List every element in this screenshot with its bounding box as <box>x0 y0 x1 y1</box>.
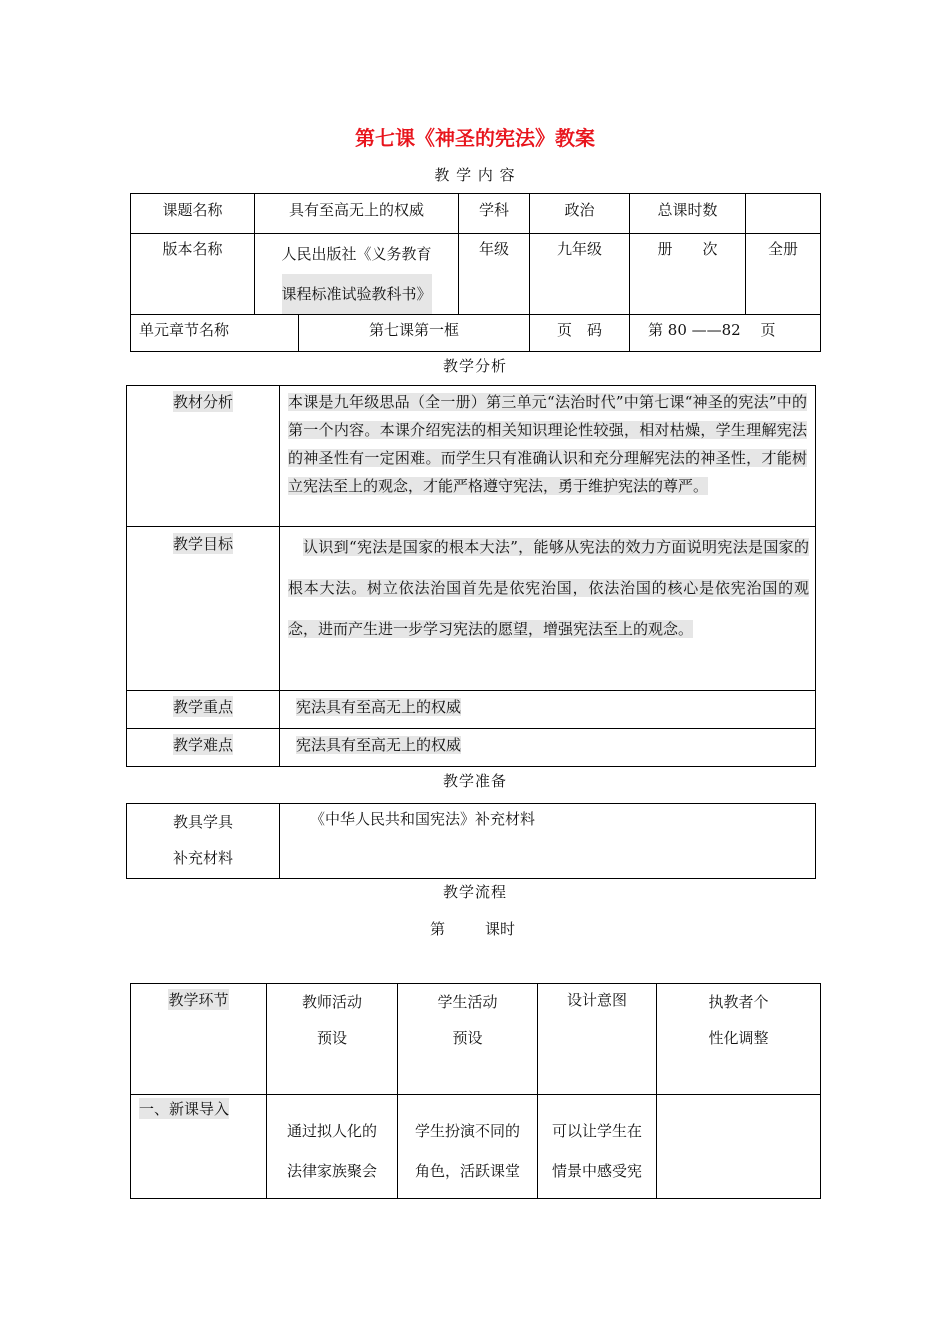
label-volume: 册 次 <box>630 234 746 315</box>
section-heading-flow: 教学流程 <box>442 883 507 901</box>
value-total-hours <box>746 194 821 234</box>
value-course-name: 具有至高无上的权威 <box>255 194 459 234</box>
header-student-activity: 学生活动 预设 <box>398 984 538 1095</box>
teaching-analysis-table <box>126 385 816 767</box>
personal-adjust-intro <box>657 1095 821 1199</box>
label-teaching-goal: 教学目标 <box>127 527 280 691</box>
value-subject: 政治 <box>530 194 630 234</box>
value-edition: 人民出版社《义务教育 课程标准试验教科书》 <box>255 234 459 315</box>
label-course-name: 课题名称 <box>131 194 255 234</box>
student-activity-intro: 学生扮演不同的 角色，活跃课堂 <box>398 1095 538 1199</box>
label-pages: 页 码 <box>530 315 630 352</box>
text-teaching-goal: 认识到“宪法是国家的根本大法”，能够从宪法的效力方面说明宪法是国家的根本大法。树立依法治国首先是依宪治国，依法治国的核心是依宪治国的观念，进而产生进一步学习宪法的愿望，增强宪法至上的观念。 <box>280 527 816 691</box>
header-stage: 教学环节 <box>131 984 267 1095</box>
header-teacher-activity: 教师活动 预设 <box>267 984 398 1095</box>
value-grade: 九年级 <box>530 234 630 315</box>
text-key-point: 宪法具有至高无上的权威 <box>280 691 816 729</box>
label-edition: 版本名称 <box>131 234 255 315</box>
value-pages: 第 80 ——82 页 <box>630 315 821 352</box>
label-key-point: 教学重点 <box>127 691 280 729</box>
text-difficult-point: 宪法具有至高无上的权威 <box>280 729 816 767</box>
label-unit-chapter: 单元章节名称 <box>131 315 299 352</box>
teaching-flow-table <box>130 983 821 1199</box>
period-label: 第 课时 <box>430 920 516 938</box>
header-design-intent: 设计意图 <box>538 984 657 1095</box>
text-teaching-tools: 《中华人民共和国宪法》补充材料 <box>280 804 816 879</box>
value-unit-chapter: 第七课第一框 <box>299 315 530 352</box>
teacher-activity-intro: 通过拟人化的 法律家族聚会 <box>267 1095 398 1199</box>
header-personal-adjust: 执教者个 性化调整 <box>657 984 821 1095</box>
design-intent-intro: 可以让学生在 情景中感受宪 <box>538 1095 657 1199</box>
label-teaching-tools: 教具学具 补充材料 <box>127 804 280 879</box>
document-title: 第七课《神圣的宪法》教案 <box>355 126 595 150</box>
section-heading-analysis: 教学分析 <box>442 357 507 375</box>
stage-intro: 一、新课导入 <box>131 1095 267 1199</box>
label-grade: 年级 <box>459 234 530 315</box>
label-total-hours: 总课时数 <box>630 194 746 234</box>
value-volume: 全册 <box>746 234 821 315</box>
label-difficult-point: 教学难点 <box>127 729 280 767</box>
text-material-analysis: 本课是九年级思品（全一册）第三单元“法治时代”中第七课“神圣的宪法”中的第一个内容。本课介绍宪法的相关知识理论性较强，相对枯燥，学生理解宪法的神圣性有一定困难。而学生只有准确认识和充分理解宪法的神圣性，才能树立宪法至上的观念，才能严格遵守宪法，勇于维护宪法的尊严。 <box>280 386 816 527</box>
label-subject: 学科 <box>459 194 530 234</box>
teaching-prep-table <box>126 803 816 879</box>
section-heading-prep: 教学准备 <box>442 772 507 790</box>
section-heading-content: 教 学 内 容 <box>434 166 516 184</box>
course-info-table <box>130 193 821 352</box>
label-material-analysis: 教材分析 <box>127 386 280 527</box>
